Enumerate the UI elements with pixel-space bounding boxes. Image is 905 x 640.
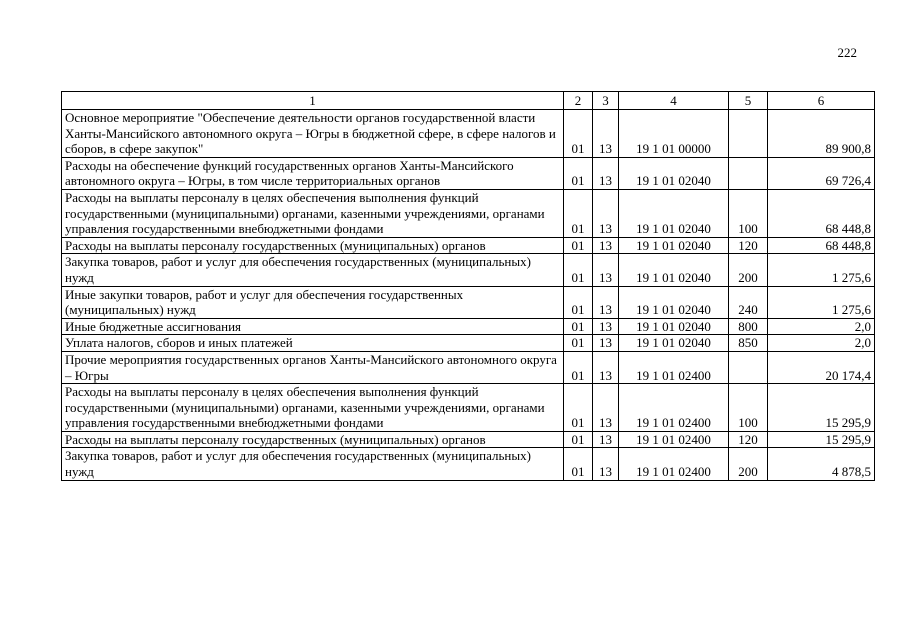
row-name: Расходы на выплаты персоналу в целях обеспечения выполнения функций государственными (муниципальными) органами, казенными учреждениями, органами управления государственными внебюджетными фондами [62,189,564,237]
row-subsection: 13 [593,286,619,318]
table-header-row [62,92,875,110]
header-col-target-article: 4 [619,92,729,110]
row-expense-type: 200 [729,448,768,480]
row-name: Закупка товаров, работ и услуг для обеспечения государственных (муниципальных) нужд [62,254,564,286]
row-expense-type: 120 [729,237,768,254]
row-name: Основное мероприятие "Обеспечение деятельности органов государственной власти Ханты-Мансийского автономного округа – Югры в бюджетной сфере, в сфере налогов и сборов, в сфере закупок" [62,110,564,158]
row-expense-type: 100 [729,189,768,237]
row-amount: 69 726,4 [768,157,875,189]
row-subsection: 13 [593,384,619,432]
row-expense-type [729,110,768,158]
row-section: 01 [564,318,593,335]
row-name: Расходы на выплаты персоналу государственных (муниципальных) органов [62,431,564,448]
row-section: 01 [564,431,593,448]
table-row [62,318,875,335]
table-row [62,110,875,158]
row-amount: 2,0 [768,335,875,352]
row-target-article: 19 1 01 02040 [619,254,729,286]
row-amount: 1 275,6 [768,254,875,286]
row-name: Закупка товаров, работ и услуг для обеспечения государственных (муниципальных) нужд [62,448,564,480]
row-amount: 68 448,8 [768,189,875,237]
header-col-section: 2 [564,92,593,110]
row-subsection: 13 [593,335,619,352]
row-amount: 20 174,4 [768,351,875,383]
row-section: 01 [564,157,593,189]
row-name: Расходы на обеспечение функций государственных органов Ханты-Мансийского автономного округа – Югры, в том числе территориальных органов [62,157,564,189]
row-subsection: 13 [593,237,619,254]
row-subsection: 13 [593,431,619,448]
row-expense-type: 850 [729,335,768,352]
row-expense-type [729,157,768,189]
table-row [62,431,875,448]
row-subsection: 13 [593,157,619,189]
table-row [62,384,875,432]
row-target-article: 19 1 01 02040 [619,189,729,237]
row-target-article: 19 1 01 02040 [619,286,729,318]
row-amount: 1 275,6 [768,286,875,318]
row-subsection: 13 [593,189,619,237]
table-row [62,351,875,383]
row-target-article: 19 1 01 02400 [619,351,729,383]
header-col-expense-type: 5 [729,92,768,110]
row-section: 01 [564,110,593,158]
row-expense-type: 240 [729,286,768,318]
row-amount: 68 448,8 [768,237,875,254]
table-row [62,286,875,318]
row-amount: 2,0 [768,318,875,335]
row-name: Расходы на выплаты персоналу в целях обеспечения выполнения функций государственными (муниципальными) органами, казенными учреждениями, органами управления государственными внебюджетными фондами [62,384,564,432]
row-name: Уплата налогов, сборов и иных платежей [62,335,564,352]
header-col-amount: 6 [768,92,875,110]
row-section: 01 [564,384,593,432]
row-name: Прочие мероприятия государственных органов Ханты-Мансийского автономного округа – Югры [62,351,564,383]
header-col-name: 1 [62,92,564,110]
row-target-article: 19 1 01 02040 [619,335,729,352]
row-expense-type [729,351,768,383]
table-row [62,189,875,237]
table-row [62,448,875,480]
row-subsection: 13 [593,254,619,286]
row-target-article: 19 1 01 02400 [619,384,729,432]
row-subsection: 13 [593,318,619,335]
page-number: 222 [837,45,857,60]
row-section: 01 [564,335,593,352]
table-body [62,110,875,481]
row-name: Иные закупки товаров, работ и услуг для обеспечения государственных (муниципальных) нужд [62,286,564,318]
row-section: 01 [564,351,593,383]
budget-table [61,91,875,481]
row-section: 01 [564,448,593,480]
row-target-article: 19 1 01 02400 [619,448,729,480]
row-section: 01 [564,254,593,286]
row-target-article: 19 1 01 02040 [619,237,729,254]
row-target-article: 19 1 01 02040 [619,318,729,335]
row-target-article: 19 1 01 02040 [619,157,729,189]
row-subsection: 13 [593,110,619,158]
table-row [62,254,875,286]
row-target-article: 19 1 01 02400 [619,431,729,448]
row-amount: 15 295,9 [768,384,875,432]
table-row [62,335,875,352]
row-expense-type: 800 [729,318,768,335]
row-amount: 15 295,9 [768,431,875,448]
row-expense-type: 200 [729,254,768,286]
row-target-article: 19 1 01 00000 [619,110,729,158]
table-row [62,157,875,189]
header-col-subsection: 3 [593,92,619,110]
table-row [62,237,875,254]
row-expense-type: 100 [729,384,768,432]
row-name: Иные бюджетные ассигнования [62,318,564,335]
row-section: 01 [564,286,593,318]
row-subsection: 13 [593,448,619,480]
row-amount: 4 878,5 [768,448,875,480]
row-section: 01 [564,189,593,237]
row-name: Расходы на выплаты персоналу государственных (муниципальных) органов [62,237,564,254]
row-subsection: 13 [593,351,619,383]
row-expense-type: 120 [729,431,768,448]
row-amount: 89 900,8 [768,110,875,158]
row-section: 01 [564,237,593,254]
